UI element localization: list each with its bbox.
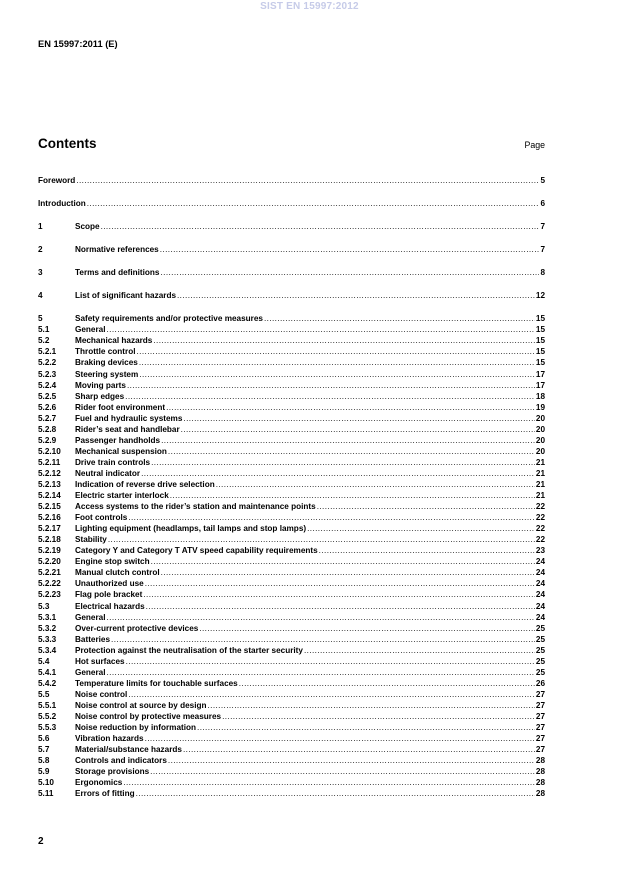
toc-entry[interactable] (38, 689, 545, 700)
toc-entry-page: 24 (535, 579, 545, 589)
toc-entry-page: 27 (535, 723, 545, 733)
toc-leader-dots (168, 755, 535, 766)
toc-leader-dots (160, 244, 540, 255)
table-of-contents (38, 175, 545, 799)
toc-entry-page: 15 (535, 325, 545, 335)
toc-entry-page: 15 (535, 347, 545, 357)
toc-entry-number: 5.3.4 (38, 645, 57, 655)
toc-entry-page: 23 (535, 546, 545, 556)
toc-leader-dots (239, 678, 535, 689)
toc-entry[interactable] (38, 777, 545, 788)
toc-entry-number: 5.2.18 (38, 535, 61, 545)
toc-entry-title: Sharp edges (75, 391, 125, 401)
toc-entry[interactable] (38, 221, 545, 232)
toc-entry-title: Stability (75, 535, 107, 545)
toc-entry-page: 24 (535, 601, 545, 611)
toc-entry-page: 24 (535, 590, 545, 600)
toc-leader-dots (150, 766, 535, 777)
toc-leader-dots (125, 391, 535, 402)
toc-entry-page: 25 (535, 667, 545, 677)
toc-entry[interactable] (38, 435, 545, 446)
toc-leader-dots (153, 335, 535, 346)
toc-entry[interactable] (38, 623, 545, 634)
toc-entry[interactable] (38, 556, 545, 567)
toc-entry-page: 19 (535, 402, 545, 412)
toc-entry-page: 15 (535, 336, 545, 346)
toc-spacer (38, 209, 545, 221)
toc-entry-title: Foot controls (75, 513, 128, 523)
toc-entry-title: Rider foot environment (75, 402, 166, 412)
toc-entry-page: 20 (535, 435, 545, 445)
toc-leader-dots (87, 198, 540, 209)
toc-entry[interactable] (38, 534, 545, 545)
toc-entry-number: 5.10 (38, 778, 54, 788)
toc-entry-page: 21 (535, 491, 545, 501)
toc-entry-number: 5.4.2 (38, 678, 57, 688)
toc-entry[interactable] (38, 501, 545, 512)
toc-entry-number: 5.2.2 (38, 358, 57, 368)
toc-entry-title: Noise control at source by design (75, 700, 207, 710)
watermark: SIST EN 15997:2012 (260, 1, 359, 12)
toc-entry-title: Lighting equipment (headlamps, tail lamps and stop lamps) (75, 524, 307, 534)
toc-entry-title: Material/substance hazards (75, 745, 182, 755)
toc-spacer (38, 186, 545, 198)
toc-entry-number: 5.2.6 (38, 402, 57, 412)
toc-leader-dots (127, 380, 535, 391)
toc-entry-number: 5.7 (38, 745, 50, 755)
toc-leader-dots (160, 267, 539, 278)
page-column-label: Page (524, 140, 545, 150)
toc-entry[interactable] (38, 198, 545, 209)
toc-entry[interactable] (38, 490, 545, 501)
toc-entry[interactable] (38, 744, 545, 755)
toc-entry-title: Protection against the neutralisation of the starter security (75, 645, 303, 655)
toc-entry[interactable] (38, 335, 545, 346)
toc-leader-dots (183, 744, 535, 755)
toc-entry-title: Steering system (75, 369, 139, 379)
toc-entry-title: Hot surfaces (75, 656, 125, 666)
toc-leader-dots (107, 667, 535, 678)
toc-leader-dots (161, 435, 535, 446)
toc-leader-dots (161, 567, 535, 578)
toc-leader-dots (111, 634, 535, 645)
toc-entry-number: 4 (38, 291, 43, 301)
toc-entry[interactable] (38, 711, 545, 722)
toc-entry-number: 5.2.8 (38, 424, 57, 434)
toc-leader-dots (146, 601, 535, 612)
toc-entry-title: Moving parts (75, 380, 126, 390)
toc-entry-number: 5.3.1 (38, 612, 57, 622)
toc-entry-page: 22 (535, 535, 545, 545)
toc-entry-title: Access systems to the rider’s station and maintenance points (75, 502, 316, 512)
toc-entry-number: 1 (38, 222, 43, 232)
toc-entry-page: 20 (535, 424, 545, 434)
toc-entry-page: 25 (535, 656, 545, 666)
toc-entry-title: Foreword (38, 176, 76, 185)
document-id: EN 15997:2011 (E) (38, 39, 118, 49)
toc-entry-number: 5.3.3 (38, 634, 57, 644)
toc-entry-title: Category Y and Category T ATV speed capability requirements (75, 546, 318, 556)
toc-spacer (38, 301, 545, 313)
toc-entry[interactable] (38, 457, 545, 468)
toc-entry-title: Ergonomics (75, 778, 123, 788)
toc-leader-dots (128, 512, 535, 523)
toc-entry-page: 15 (535, 358, 545, 368)
toc-entry-page: 21 (535, 479, 545, 489)
toc-entry-number: 5.5 (38, 689, 50, 699)
toc-leader-dots (168, 446, 535, 457)
toc-entry-title: Storage provisions (75, 767, 150, 777)
toc-entry-number: 5.2.1 (38, 347, 57, 357)
toc-leader-dots (143, 589, 535, 600)
toc-entry-title: Vibration hazards (75, 734, 144, 744)
toc-entry-number: 5.2.7 (38, 413, 57, 423)
toc-entry-title: Errors of fitting (75, 789, 135, 799)
toc-entry-number: 5.5.1 (38, 700, 57, 710)
toc-entry[interactable] (38, 446, 545, 457)
toc-entry-page: 17 (535, 380, 545, 390)
toc-entry[interactable] (38, 755, 545, 766)
toc-entry-title: Braking devices (75, 358, 138, 368)
toc-entry-page: 25 (535, 623, 545, 633)
toc-entry-title: Rider’s seat and handlebar (75, 424, 180, 434)
toc-entry[interactable] (38, 424, 545, 435)
toc-leader-dots (304, 645, 535, 656)
toc-entry-number: 5.2.14 (38, 491, 61, 501)
toc-entry-number: 5.4 (38, 656, 50, 666)
toc-entry-page: 22 (535, 502, 545, 512)
toc-entry[interactable] (38, 788, 545, 799)
toc-entry[interactable] (38, 512, 545, 523)
toc-spacer (38, 278, 545, 290)
toc-entry[interactable] (38, 700, 545, 711)
toc-leader-dots (317, 501, 535, 512)
toc-entry-number: 5.2.21 (38, 568, 61, 578)
toc-entry[interactable] (38, 391, 545, 402)
toc-leader-dots (181, 424, 535, 435)
toc-entry[interactable] (38, 645, 545, 656)
toc-entry-number: 5.11 (38, 789, 54, 799)
toc-entry-page: 25 (535, 645, 545, 655)
toc-leader-dots (199, 623, 535, 634)
toc-entry-page: 12 (535, 291, 545, 301)
toc-entry[interactable] (38, 612, 545, 623)
toc-leader-dots (76, 175, 539, 186)
toc-entry-page: 22 (535, 524, 545, 534)
toc-entry-number: 5.3.2 (38, 623, 57, 633)
toc-entry-title: Noise reduction by information (75, 723, 197, 733)
toc-entry[interactable] (38, 402, 545, 413)
toc-entry-number: 5.4.1 (38, 667, 57, 677)
toc-entry-title: Indication of reverse drive selection (75, 479, 215, 489)
toc-entry-title: Noise control by protective measures (75, 711, 222, 721)
toc-entry-number: 5.5.2 (38, 711, 57, 721)
toc-entry-number: 5.1 (38, 325, 50, 335)
toc-entry[interactable] (38, 578, 545, 589)
toc-entry-number: 5.2.20 (38, 557, 61, 567)
toc-entry-title: Passenger handholds (75, 435, 161, 445)
toc-entry-number: 5.5.3 (38, 723, 57, 733)
toc-entry-page: 27 (535, 689, 545, 699)
toc-entry-number: 5.2.15 (38, 502, 61, 512)
toc-leader-dots (145, 578, 535, 589)
toc-spacer (38, 255, 545, 267)
toc-entry-page: 24 (535, 557, 545, 567)
toc-entry-page: 20 (535, 446, 545, 456)
toc-leader-dots (137, 346, 535, 357)
toc-entry[interactable] (38, 601, 545, 612)
toc-entry-number: 5.2.9 (38, 435, 57, 445)
toc-entry-number: 5.8 (38, 756, 50, 766)
toc-leader-dots (166, 402, 535, 413)
toc-entry-number: 5.2.13 (38, 479, 61, 489)
contents-title: Contents (38, 136, 97, 151)
toc-entry-title: Electrical hazards (75, 601, 145, 611)
toc-entry-number: 5.2.17 (38, 524, 61, 534)
toc-entry[interactable] (38, 290, 545, 301)
toc-entry-page: 27 (535, 745, 545, 755)
toc-leader-dots (139, 357, 535, 368)
toc-entry-page: 15 (535, 314, 545, 324)
toc-entry[interactable] (38, 523, 545, 534)
toc-entry-page: 7 (540, 222, 545, 232)
toc-entry[interactable] (38, 369, 545, 380)
toc-entry-page: 5 (540, 176, 545, 185)
toc-entry-title: Mechanical hazards (75, 336, 153, 346)
toc-entry[interactable] (38, 589, 545, 600)
toc-leader-dots (307, 523, 535, 534)
toc-leader-dots (183, 413, 535, 424)
toc-entry-title: Temperature limits for touchable surfaces (75, 678, 238, 688)
toc-entry-title: Introduction (38, 199, 86, 209)
toc-entry-page: 28 (535, 778, 545, 788)
toc-entry-page: 20 (535, 413, 545, 423)
toc-entry-title: Batteries (75, 634, 111, 644)
toc-entry[interactable] (38, 313, 545, 324)
toc-entry[interactable] (38, 667, 545, 678)
toc-entry[interactable] (38, 175, 545, 186)
toc-entry-number: 5.2.3 (38, 369, 57, 379)
toc-entry-number: 5.2.22 (38, 579, 61, 589)
toc-leader-dots (177, 290, 535, 301)
toc-entry-title: General (75, 612, 106, 622)
toc-entry-page: 21 (535, 468, 545, 478)
toc-entry-page: 7 (540, 245, 545, 255)
toc-entry-title: Mechanical suspension (75, 446, 167, 456)
toc-leader-dots (222, 711, 535, 722)
toc-entry-title: Throttle control (75, 347, 136, 357)
toc-entry-title: Flag pole bracket (75, 590, 143, 600)
toc-entry-title: General (75, 325, 106, 335)
toc-entry[interactable] (38, 468, 545, 479)
toc-entry-title: Unauthorized use (75, 579, 144, 589)
toc-entry-title: Over-current protective devices (75, 623, 199, 633)
toc-entry-page: 24 (535, 568, 545, 578)
toc-entry-title: Manual clutch control (75, 568, 160, 578)
toc-entry-title: Electric starter interlock (75, 491, 169, 501)
toc-entry[interactable] (38, 634, 545, 645)
toc-entry-page: 8 (540, 268, 545, 278)
toc-leader-dots (264, 313, 535, 324)
toc-entry[interactable] (38, 678, 545, 689)
toc-entry-page: 22 (535, 513, 545, 523)
toc-entry-title: General (75, 667, 106, 677)
toc-leader-dots (216, 479, 535, 490)
toc-entry[interactable] (38, 479, 545, 490)
toc-entry-title: Normative references (75, 245, 159, 255)
toc-entry-page: 28 (535, 789, 545, 799)
toc-leader-dots (101, 221, 540, 232)
toc-entry-number: 5.2.12 (38, 468, 61, 478)
toc-entry-page: 17 (535, 369, 545, 379)
page-number: 2 (38, 836, 44, 847)
toc-entry[interactable] (38, 380, 545, 391)
toc-entry-page: 27 (535, 734, 545, 744)
toc-entry[interactable] (38, 766, 545, 777)
toc-entry-number: 5.2.5 (38, 391, 57, 401)
toc-entry-title: Noise control (75, 689, 128, 699)
toc-entry-page: 21 (535, 457, 545, 467)
toc-entry-page: 27 (535, 711, 545, 721)
toc-entry-number: 5 (38, 314, 43, 324)
toc-leader-dots (136, 788, 535, 799)
toc-entry[interactable] (38, 267, 545, 278)
toc-entry-page: 18 (535, 391, 545, 401)
toc-entry-number: 5.2.19 (38, 546, 61, 556)
toc-leader-dots (107, 612, 535, 623)
toc-leader-dots (170, 490, 535, 501)
toc-leader-dots (151, 556, 535, 567)
toc-entry-title: Scope (75, 222, 100, 232)
toc-entry-title: Engine stop switch (75, 557, 150, 567)
toc-entry-title: Controls and indicators (75, 756, 167, 766)
toc-leader-dots (128, 689, 535, 700)
toc-entry-title: Fuel and hydraulic systems (75, 413, 183, 423)
toc-entry-page: 6 (540, 199, 545, 209)
toc-entry-number: 5.3 (38, 601, 50, 611)
toc-entry-number: 5.2.10 (38, 446, 61, 456)
toc-leader-dots (197, 722, 535, 733)
toc-entry-page: 28 (535, 756, 545, 766)
toc-entry[interactable] (38, 244, 545, 255)
toc-entry-title: Neutral indicator (75, 468, 141, 478)
toc-entry-number: 5.6 (38, 734, 50, 744)
toc-entry-page: 28 (535, 767, 545, 777)
toc-entry[interactable] (38, 413, 545, 424)
toc-leader-dots (139, 369, 535, 380)
toc-spacer (38, 232, 545, 244)
toc-leader-dots (319, 545, 535, 556)
toc-entry-number: 5.9 (38, 767, 50, 777)
toc-entry-number: 5.2.16 (38, 513, 61, 523)
toc-leader-dots (126, 656, 535, 667)
toc-entry[interactable] (38, 656, 545, 667)
toc-entry[interactable] (38, 545, 545, 556)
toc-leader-dots (107, 324, 535, 335)
toc-leader-dots (207, 700, 534, 711)
toc-leader-dots (151, 457, 535, 468)
toc-entry-number: 5.2 (38, 336, 50, 346)
toc-entry-page: 25 (535, 634, 545, 644)
toc-entry[interactable] (38, 567, 545, 578)
toc-entry-title: Safety requirements and/or protective measures (75, 314, 263, 324)
toc-entry-number: 2 (38, 245, 43, 255)
toc-entry-page: 26 (535, 678, 545, 688)
toc-entry-page: 27 (535, 700, 545, 710)
toc-entry-page: 24 (535, 612, 545, 622)
toc-leader-dots (141, 468, 535, 479)
toc-entry[interactable] (38, 357, 545, 368)
toc-entry-title: Terms and definitions (75, 268, 160, 278)
toc-entry-number: 5.2.11 (38, 457, 61, 467)
toc-leader-dots (145, 733, 535, 744)
toc-entry-number: 3 (38, 268, 43, 278)
toc-leader-dots (108, 534, 535, 545)
toc-entry[interactable] (38, 346, 545, 357)
toc-entry-number: 5.2.4 (38, 380, 57, 390)
toc-entry[interactable] (38, 324, 545, 335)
toc-leader-dots (123, 777, 535, 788)
toc-entry-title: List of significant hazards (75, 291, 176, 301)
toc-entry[interactable] (38, 722, 545, 733)
toc-entry[interactable] (38, 733, 545, 744)
toc-entry-number: 5.2.23 (38, 590, 61, 600)
toc-entry-title: Drive train controls (75, 457, 151, 467)
